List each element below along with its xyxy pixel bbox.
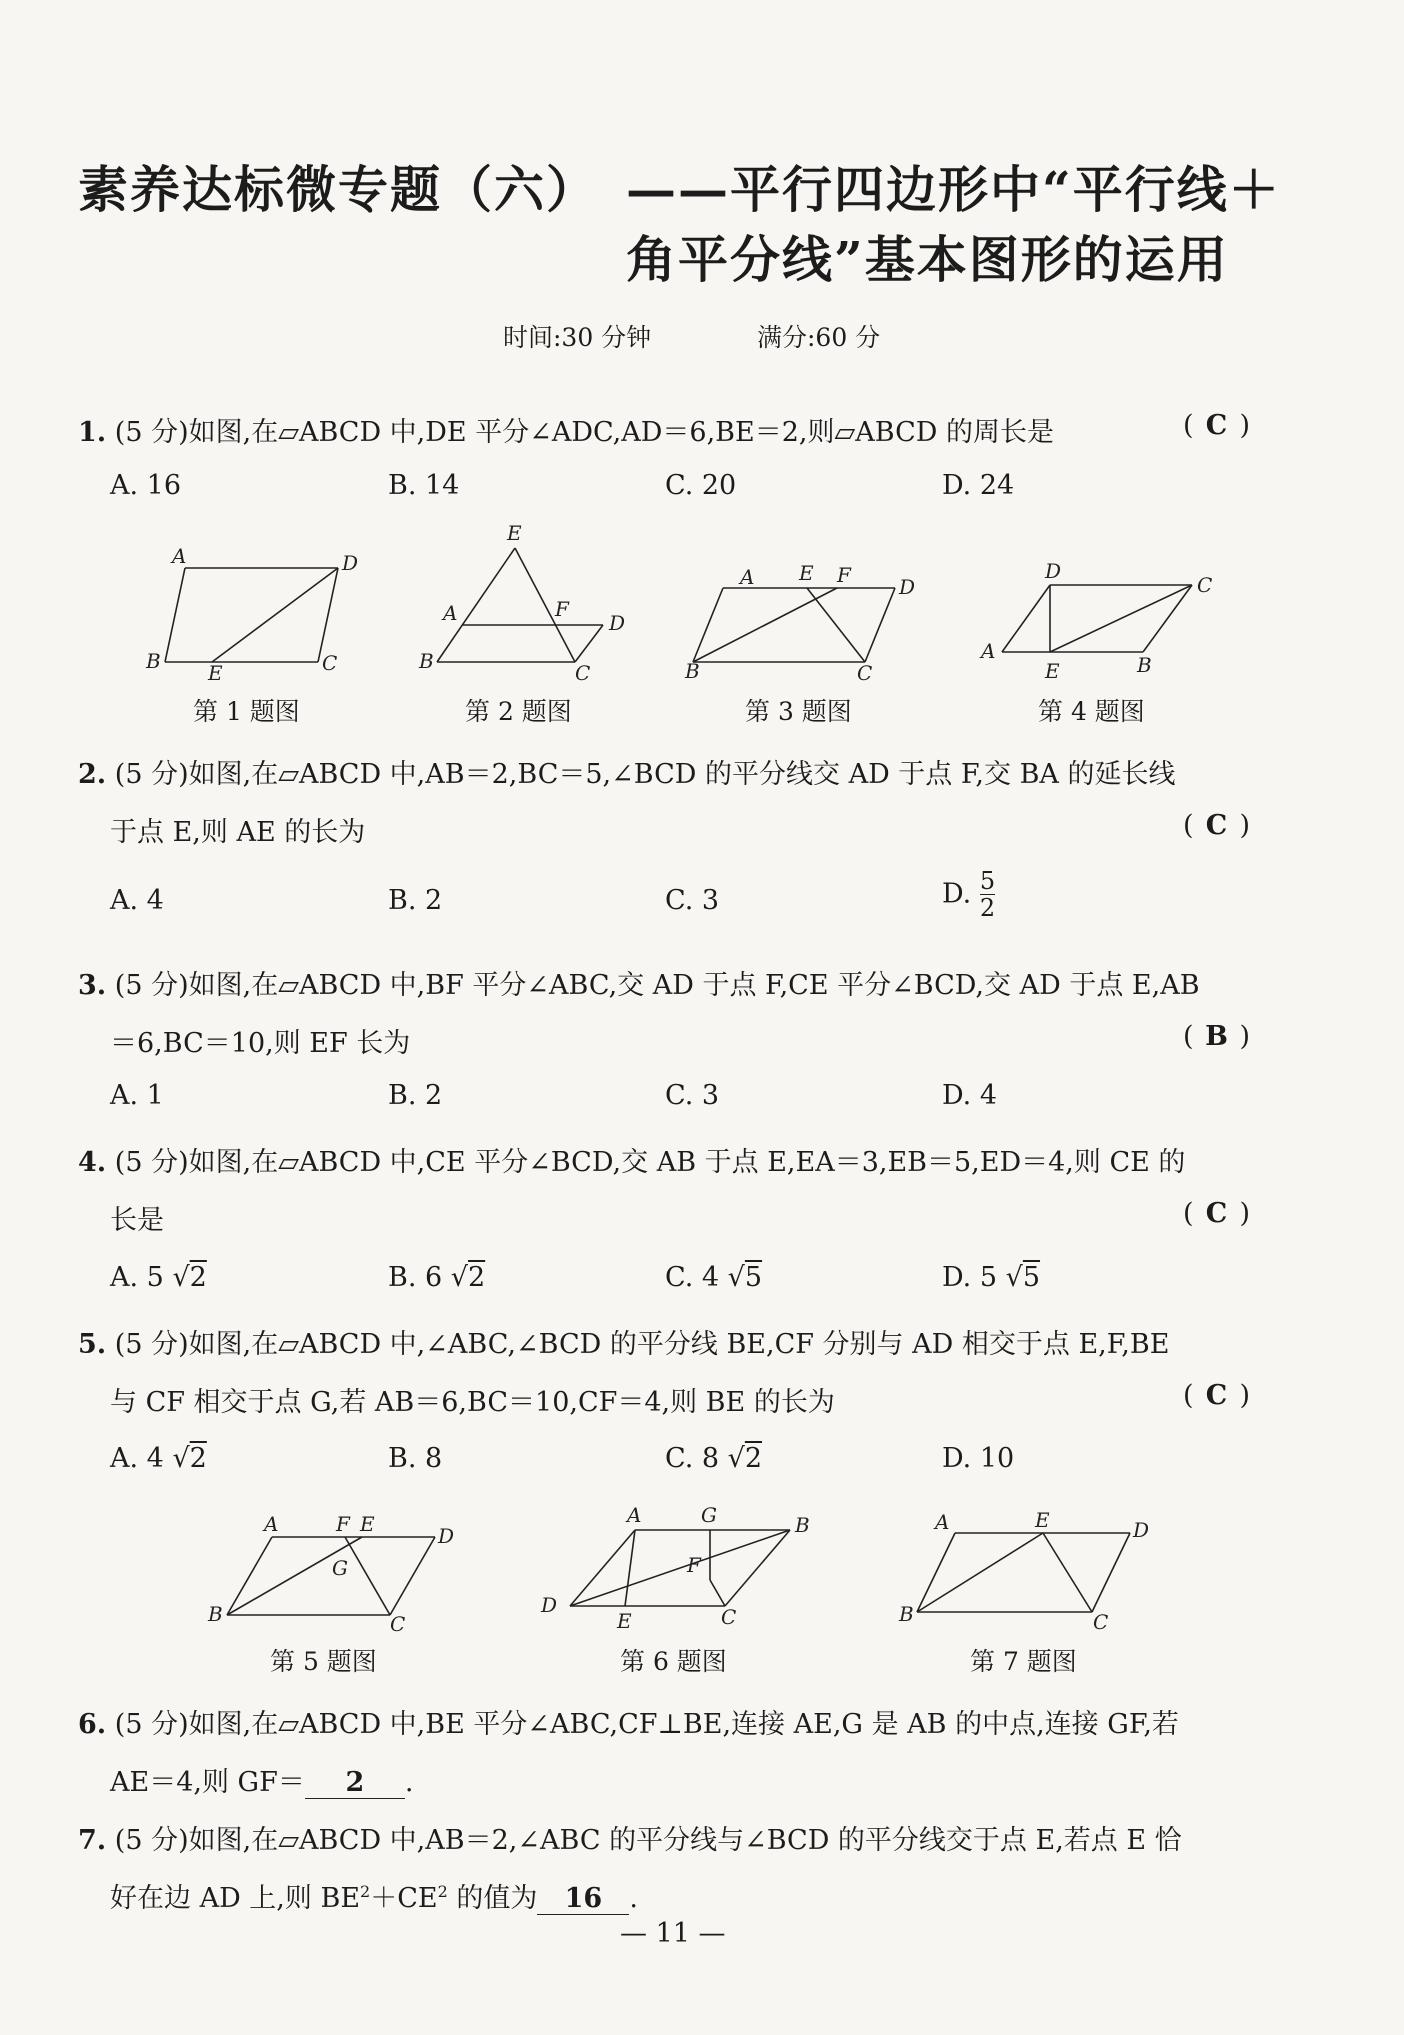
answer-bracket-5: ( C ): [1183, 1380, 1251, 1411]
label-a: A: [172, 544, 187, 568]
time-limit: 时间:30 分钟: [503, 323, 652, 352]
sqrt-icon: √: [1005, 1262, 1023, 1293]
label-c: C: [390, 1612, 406, 1636]
answer-bracket-1: ( C ): [1183, 410, 1251, 441]
option-c: C. 3: [665, 885, 720, 916]
question-number: 5.: [78, 1329, 107, 1360]
option-a: A. 1: [110, 1080, 164, 1111]
label-d: D: [342, 551, 359, 575]
answer-bracket-4: ( C ): [1183, 1198, 1251, 1229]
superscript: 2: [360, 1882, 371, 1901]
label-a: A: [981, 639, 996, 663]
label-b: B: [899, 1602, 914, 1626]
label-c: C: [1197, 573, 1213, 597]
label-d: D: [609, 611, 626, 635]
title-part-2: ——平行四边形中“平行线＋: [626, 160, 1281, 219]
title-part-1: 素养达标微专题（六）: [78, 160, 598, 219]
label-a: A: [740, 565, 755, 589]
question-1: [78, 410, 1054, 449]
label-f: F: [837, 563, 851, 587]
question-text: 好在边 AD 上,则 BE: [110, 1883, 361, 1914]
radicand: 5: [1022, 1262, 1041, 1293]
question-number: 1.: [78, 417, 107, 448]
label-c: C: [857, 661, 873, 685]
question-number: 3.: [78, 970, 107, 1001]
figure-3: [685, 550, 935, 685]
label-d: D: [899, 575, 916, 599]
radicand: 2: [744, 1443, 763, 1474]
option-d-coef: D. 5: [942, 1262, 998, 1293]
option-d: D. 24: [942, 470, 1015, 501]
label-c: C: [721, 1605, 737, 1629]
label-e: E: [360, 1512, 375, 1536]
option-b: B. 8: [388, 1443, 443, 1474]
option-b-coef: B. 6: [388, 1262, 443, 1293]
title-part-3: 角平分线”基本图形的运用: [626, 230, 1229, 289]
question-text-line-2: [110, 1760, 413, 1799]
label-g: G: [332, 1556, 348, 1580]
answer-blank: 2: [305, 1767, 405, 1799]
fraction-numerator: 5: [979, 867, 996, 895]
caption-5: 第 5 题图: [270, 1647, 377, 1676]
answer: B: [1205, 1021, 1228, 1052]
answer-bracket-2: ( C ): [1183, 810, 1251, 841]
question-5: [78, 1322, 1169, 1361]
label-c: C: [575, 661, 591, 685]
figure-2: [415, 520, 645, 685]
fraction-denominator: 2: [979, 894, 996, 923]
option-d: [942, 868, 995, 922]
option-d: D. 10: [942, 1443, 1015, 1474]
option-b: B. 2: [388, 885, 443, 916]
label-f: F: [687, 1553, 701, 1577]
page-number: — 11 —: [620, 1918, 726, 1949]
fraction: [980, 868, 995, 922]
label-c: C: [1093, 1610, 1109, 1634]
option-c: [665, 1262, 762, 1293]
period: .: [629, 1883, 638, 1914]
question-text-line-1: (5 分)如图,在▱ABCD 中,AB＝2,BC＝5,∠BCD 的平分线交 AD 于点 F,交 BA 的延长线: [114, 759, 1176, 790]
figure-6: [535, 1500, 825, 1640]
answer: C: [1205, 1380, 1228, 1411]
question-number: 4.: [78, 1147, 107, 1178]
option-d: D. 4: [942, 1080, 998, 1111]
figure-5: [200, 1505, 460, 1635]
label-e: E: [208, 661, 223, 685]
label-e: E: [1035, 1508, 1050, 1532]
option-d: [942, 1262, 1040, 1293]
question-text-line-2: [110, 1876, 638, 1915]
label-e: E: [799, 561, 814, 585]
option-c: C. 20: [665, 470, 737, 501]
question-text-mid: ＋CE: [370, 1883, 438, 1914]
label-b: B: [419, 649, 434, 673]
answer: C: [1205, 1198, 1228, 1229]
question-number: 2.: [78, 759, 107, 790]
question-text-line-2: ＝6,BC＝10,则 EF 长为: [110, 1028, 411, 1059]
radicand: 5: [744, 1262, 763, 1293]
label-b: B: [795, 1513, 810, 1537]
question-number: 6.: [78, 1709, 107, 1740]
figure-1: [140, 530, 370, 685]
option-a: A. 16: [110, 470, 182, 501]
option-b: B. 14: [388, 470, 460, 501]
label-a: A: [627, 1503, 642, 1527]
question-3: [78, 963, 1200, 1002]
option-a: [110, 1262, 207, 1293]
question-4: [78, 1140, 1185, 1179]
option-a: [110, 1443, 207, 1474]
question-number: 7.: [78, 1825, 107, 1856]
label-b: B: [208, 1602, 223, 1626]
answer: C: [1205, 410, 1228, 441]
answer: C: [1205, 810, 1228, 841]
label-d: D: [541, 1593, 558, 1617]
question-text-line-2: 长是: [110, 1205, 164, 1236]
sqrt-icon: √: [450, 1262, 468, 1293]
question-2: [78, 752, 1176, 791]
option-b: B. 2: [388, 1080, 443, 1111]
label-f: F: [555, 597, 569, 621]
question-6: [78, 1702, 1179, 1741]
question-text-line-1: (5 分)如图,在▱ABCD 中,BF 平分∠ABC,交 AD 于点 F,CE 平分∠BCD,交 AD 于点 E,AB: [114, 970, 1200, 1001]
label-f: F: [336, 1512, 350, 1536]
radicand: 2: [468, 1262, 486, 1293]
caption-6: 第 6 题图: [620, 1647, 727, 1676]
period: .: [404, 1767, 414, 1798]
question-text-line-2: 于点 E,则 AE 的长为: [110, 817, 366, 848]
radicand: 2: [189, 1262, 207, 1293]
option-c: [665, 1443, 762, 1474]
sqrt-icon: √: [727, 1262, 745, 1293]
caption-2: 第 2 题图: [465, 697, 572, 726]
option-c-coef: C. 4: [665, 1262, 720, 1293]
figure-7: [895, 1505, 1155, 1635]
sqrt-icon: √: [172, 1262, 190, 1293]
caption-3: 第 3 题图: [745, 697, 852, 726]
question-text-line-1: (5 分)如图,在▱ABCD 中,BE 平分∠ABC,CF⊥BE,连接 AE,G 是 AB 的中点,连接 GF,若: [114, 1709, 1179, 1740]
superscript: 2: [437, 1882, 448, 1901]
label-c: C: [322, 651, 338, 675]
option-a: A. 4: [110, 885, 164, 916]
label-b: B: [146, 649, 161, 673]
option-d-prefix: D.: [942, 878, 972, 910]
label-a: A: [264, 1512, 279, 1536]
label-a: A: [443, 601, 458, 625]
option-c-coef: C. 8: [665, 1443, 720, 1474]
answer-blank: 16: [537, 1883, 629, 1915]
label-b: B: [685, 659, 700, 683]
label-d: D: [1133, 1518, 1150, 1542]
label-d: D: [438, 1524, 455, 1548]
answer-bracket-3: ( B ): [1183, 1021, 1251, 1052]
option-a-coef: A. 4: [110, 1443, 164, 1474]
question-text: (5 分)如图,在▱ABCD 中,DE 平分∠ADC,AD＝6,BE＝2,则▱ABCD 的周长是: [114, 417, 1054, 448]
sqrt-icon: √: [727, 1443, 745, 1474]
label-b: B: [1137, 653, 1152, 677]
label-e: E: [617, 1609, 632, 1633]
question-text-line-1: (5 分)如图,在▱ABCD 中,CE 平分∠BCD,交 AB 于点 E,EA＝3,EB＝5,ED＝4,则 CE 的: [114, 1147, 1186, 1178]
sqrt-icon: √: [172, 1443, 190, 1474]
label-g: G: [701, 1503, 717, 1527]
question-text-line-1: (5 分)如图,在▱ABCD 中,AB＝2,∠ABC 的平分线与∠BCD 的平分线交于点 E,若点 E 恰: [114, 1825, 1182, 1856]
label-d: D: [1045, 559, 1062, 583]
label-e: E: [507, 521, 522, 545]
figure-4: [975, 560, 1225, 685]
question-text-end: 的值为: [456, 1883, 538, 1914]
full-score: 满分:60 分: [757, 323, 881, 352]
option-b: [388, 1262, 485, 1293]
label-a: A: [935, 1510, 950, 1534]
caption-7: 第 7 题图: [970, 1647, 1077, 1676]
option-a-coef: A. 5: [110, 1262, 164, 1293]
option-c: C. 3: [665, 1080, 720, 1111]
page-title: [78, 150, 1338, 290]
caption-4: 第 4 题图: [1038, 697, 1145, 726]
radicand: 2: [189, 1443, 207, 1474]
caption-1: 第 1 题图: [193, 697, 300, 726]
question-text-line-1: (5 分)如图,在▱ABCD 中,∠ABC,∠BCD 的平分线 BE,CF 分别与 AD 相交于点 E,F,BE: [114, 1329, 1170, 1360]
label-e: E: [1045, 659, 1060, 683]
question-text-line-2: 与 CF 相交于点 G,若 AB＝6,BC＝10,CF＝4,则 BE 的长为: [110, 1387, 835, 1418]
question-text: AE＝4,则 GF＝: [110, 1767, 305, 1798]
question-7: [78, 1818, 1182, 1857]
